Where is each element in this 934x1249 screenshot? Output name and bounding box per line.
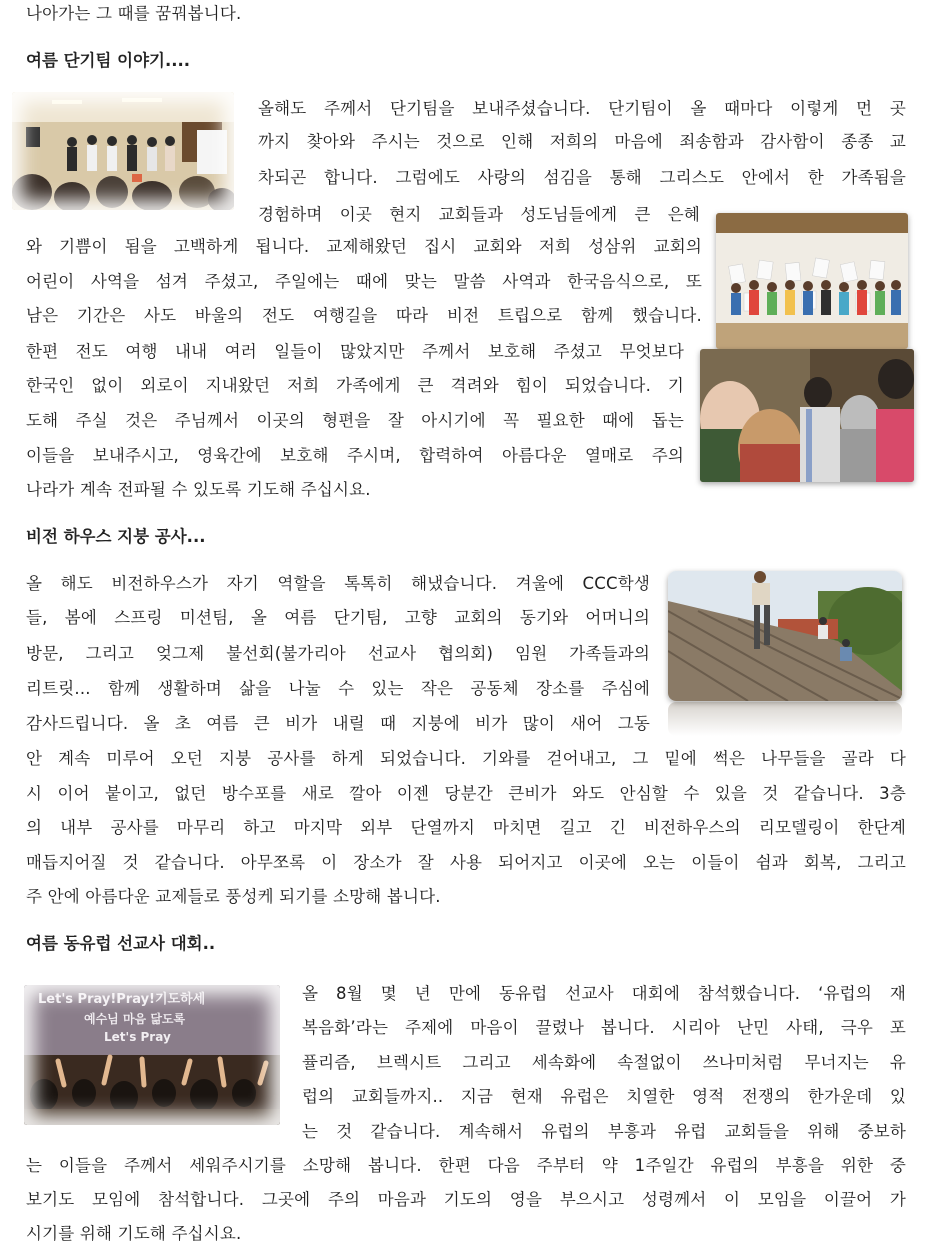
screen-line-1: Let's Pray!Pray!기도하세	[38, 992, 206, 1007]
summer-team-photo	[12, 92, 234, 210]
section2-line: 들, 봄에 스프링 미션팀, 올 여름 단기팀, 고향 교회의 동기와 어머니의	[26, 608, 650, 627]
section1-line: 한편 전도 여행 내내 여러 일들이 많았지만 주께서 보호해 주셨고 무엇보다	[26, 342, 684, 361]
section1-line: 와 기쁨이 됨을 고백하게 됩니다. 교제해왔던 집시 교회와 저희 성삼위 교회의	[26, 237, 702, 256]
section3-line: 는 이들을 주께서 세워주시기를 소망해 봅니다. 한편 다음 주부터 약 1주일간 유럽의 부흥을 위한 중	[26, 1156, 906, 1175]
section3-line: 는 것 같습니다. 계속해서 유럽의 부흥과 유럽 교회들을 위해 중보하	[302, 1122, 906, 1141]
section2-line: 매듭지어질 것 같습니다. 아무쪼록 이 장소가 잘 사용 되어지고 이곳에 오는 이들이 쉼과 회복, 그리고	[26, 853, 906, 872]
section1-line: 이들을 보내주시고, 영육간에 보호해 주시며, 합력하여 아름다운 열매로 주의	[26, 446, 684, 465]
roof-repair-photo	[668, 571, 902, 701]
screen-line-2: 예수님 마음 닮도록	[84, 1012, 186, 1026]
children-ministry-photo	[716, 213, 908, 349]
section3-line: 올 8월 몇 년 만에 동유럽 선교사 대회에 참석했습니다. ‘유럽의 재	[302, 984, 906, 1003]
section-heading-missionary-conference: 여름 동유럽 선교사 대회..	[26, 934, 216, 953]
section1-line: 나라가 계속 전파될 수 있도록 기도해 주십시요.	[26, 480, 371, 499]
section2-line: 안 계속 미루어 오던 지붕 공사를 하게 되었습니다. 기와를 걷어내고, 그 밑에 썩은 나무들을 골라 다	[26, 749, 906, 768]
conference-worship-photo	[24, 985, 280, 1125]
intro-text: 나아가는 그 때를 꿈꿔봅니다.	[26, 4, 242, 23]
section3-line: 보기도 모임에 참석합니다. 그곳에 주의 마음과 기도의 영을 부으시고 성령께서 이 모임을 이끌어 가	[26, 1190, 906, 1209]
section1-line: 경험하며 이곳 현지 교회들과 성도님들에게 큰 은혜	[258, 205, 700, 224]
section2-line: 감사드립니다. 올 초 여름 큰 비가 내릴 때 지붕에 비가 많이 새어 그동	[26, 714, 650, 733]
prayer-photo	[700, 349, 914, 482]
section3-line: 퓰리즘, 브렉시트 그리고 세속화에 속절없이 쓰나미처럼 무너지는 유	[302, 1053, 906, 1072]
screen-line-3: Let's Pray	[104, 1030, 171, 1044]
section1-line: 까지 찾아와 주시는 것으로 인해 저희의 마음에 죄송함과 감사함이 종종 교	[258, 132, 906, 151]
section1-line: 어린이 사역을 섬겨 주셨고, 주일에는 때에 맞는 말씀 사역과 한국음식으로, 또	[26, 272, 702, 291]
section1-line: 한국인 없이 외로이 지내왔던 저희 가족에게 큰 격려와 힘이 되었습니다. 기	[26, 376, 684, 395]
section2-line: 시 이어 붙이고, 없던 방수포를 새로 깔아 이젠 당분간 큰비가 와도 안심할 수 있을 것 같습니다. 3층	[26, 784, 906, 803]
section1-line: 차되곤 합니다. 그럼에도 사랑의 섬김을 통해 그리스도 안에서 한 가족됨을	[258, 168, 906, 187]
section3-line: 복음화’라는 주제에 마음이 끌렸나 봅니다. 시리아 난민 사태, 극우 포	[302, 1018, 906, 1037]
section-heading-summer-team: 여름 단기팀 이야기....	[26, 51, 191, 70]
roof-photo-reflection	[668, 702, 902, 736]
section3-line: 럽의 교회들까지.. 지금 현재 유럽은 치열한 영적 전쟁의 한가운데 있	[302, 1087, 906, 1106]
section2-line: 리트릿... 함께 생활하며 삶을 나눌 수 있는 작은 공동체 장소를 주심에	[26, 679, 650, 698]
section1-line: 남은 기간은 사도 바울의 전도 여행길을 따라 비전 트립으로 함께 했습니다.	[26, 306, 702, 325]
section2-line: 의 내부 공사를 마무리 하고 마지막 외부 단열까지 마치면 길고 긴 비전하우스의 리모델링이 한단계	[26, 818, 906, 837]
section3-line: 시기를 위해 기도해 주십시요.	[26, 1224, 242, 1243]
section2-line: 올 해도 비전하우스가 자기 역할을 톡톡히 해냈습니다. 겨울에 CCC학생	[26, 574, 650, 593]
section2-line: 방문, 그리고 엊그제 불선회(불가리아 선교사 협의회) 임원 가족들과의	[26, 644, 650, 663]
section-heading-vision-house: 비전 하우스 지붕 공사...	[26, 527, 206, 546]
section1-line: 올해도 주께서 단기팀을 보내주셨습니다. 단기팀이 올 때마다 이렇게 먼 곳	[258, 99, 906, 118]
section2-line: 주 안에 아름다운 교제들로 풍성케 되기를 소망해 봅니다.	[26, 887, 441, 906]
section1-line: 도해 주실 것은 주님께서 이곳의 형편을 잘 아시기에 꼭 필요한 때에 돕는	[26, 411, 684, 430]
